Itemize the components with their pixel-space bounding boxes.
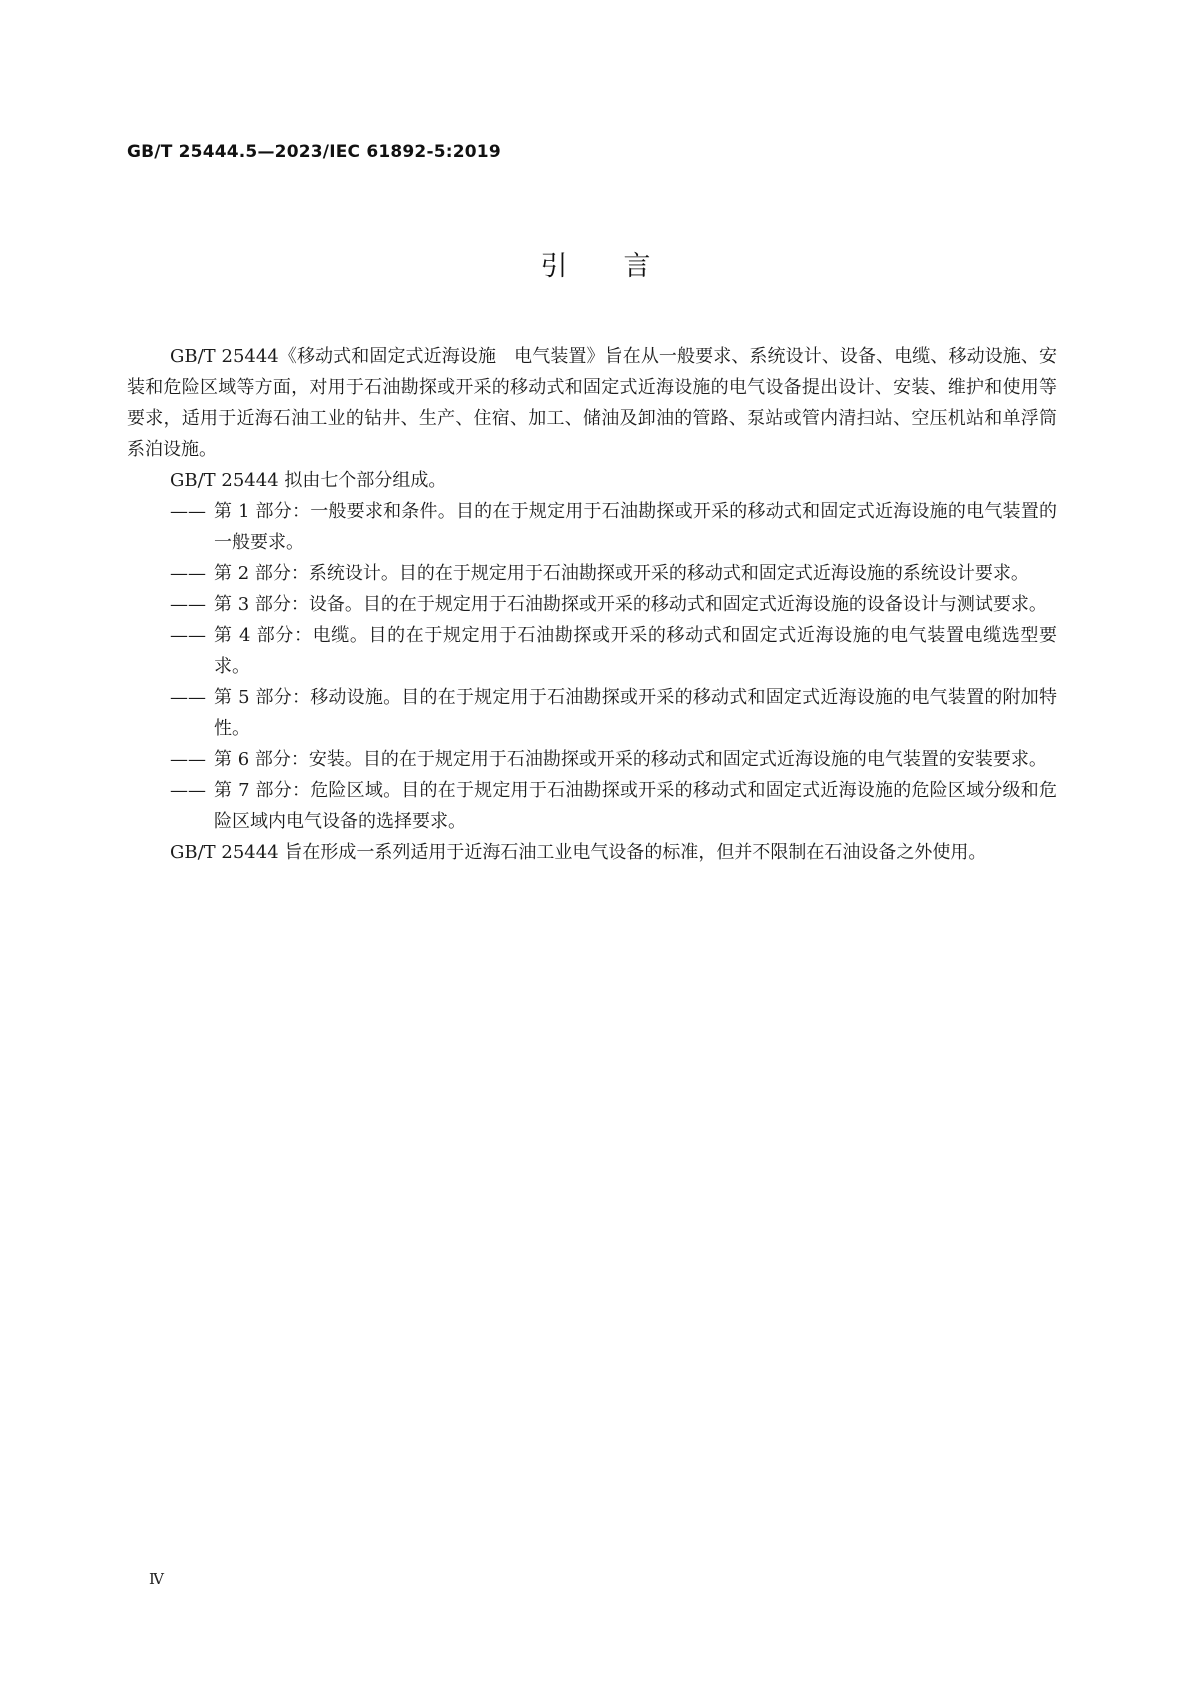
standard-number: GB/T 25444.5—2023/IEC 61892-5:2019 <box>127 142 501 162</box>
part-list-item <box>127 558 1057 589</box>
composition-paragraph: GB/T 25444 拟由七个部分组成。 <box>170 470 447 491</box>
document-body <box>127 341 1057 868</box>
part-text: 第 2 部分：系统设计。目的在于规定用于石油勘探或开采的移动式和固定式近海设施的系统设计要求。 <box>214 563 1029 584</box>
part-list-item <box>127 620 1057 682</box>
part-text: 第 4 部分：电缆。目的在于规定用于石油勘探或开采的移动式和固定式近海设施的电气装置电缆选型要求。 <box>214 625 1057 677</box>
dash-marker: —— <box>170 749 206 770</box>
closing-paragraph: GB/T 25444 旨在形成一系列适用于近海石油工业电气设备的标准，但并不限制在石油设备之外使用。 <box>170 842 987 863</box>
part-list-item <box>127 775 1057 837</box>
dash-marker: —— <box>170 780 206 801</box>
part-list-item <box>127 682 1057 744</box>
page-number: Ⅳ <box>149 1570 164 1588</box>
standard-number-header <box>127 142 501 162</box>
intro-paragraph: GB/T 25444《移动式和固定式近海设施 电气装置》旨在从一般要求、系统设计、设备、电缆、移动设施、安装和危险区域等方面，对用于石油勘探或开采的移动式和固定式近海设施的电气设备提出设计、安装、维护和使用等要求，适用于近海石油工业的钻井、生产、住宿、加工、储油及卸油的管路、泵站或管内清扫站、空压机站和单浮筒系泊设施。 <box>127 346 1057 460</box>
part-list-item <box>127 589 1057 620</box>
part-text: 第 5 部分：移动设施。目的在于规定用于石油勘探或开采的移动式和固定式近海设施的电气装置的附加特性。 <box>214 687 1057 739</box>
part-list-item <box>127 744 1057 775</box>
dash-marker: —— <box>170 594 206 615</box>
part-text: 第 1 部分：一般要求和条件。目的在于规定用于石油勘探或开采的移动式和固定式近海设施的电气装置的一般要求。 <box>214 501 1057 553</box>
part-list-item <box>127 496 1057 558</box>
part-text: 第 6 部分：安装。目的在于规定用于石油勘探或开采的移动式和固定式近海设施的电气装置的安装要求。 <box>214 749 1047 770</box>
dash-marker: —— <box>170 563 206 584</box>
dash-marker: —— <box>170 687 206 708</box>
part-text: 第 7 部分：危险区域。目的在于规定用于石油勘探或开采的移动式和固定式近海设施的危险区域分级和危险区域内电气设备的选择要求。 <box>214 780 1057 832</box>
part-text: 第 3 部分：设备。目的在于规定用于石油勘探或开采的移动式和固定式近海设施的设备设计与测试要求。 <box>214 594 1047 615</box>
page-title: 引言 <box>540 251 707 282</box>
dash-marker: —— <box>170 625 206 646</box>
dash-marker: —— <box>170 501 206 522</box>
